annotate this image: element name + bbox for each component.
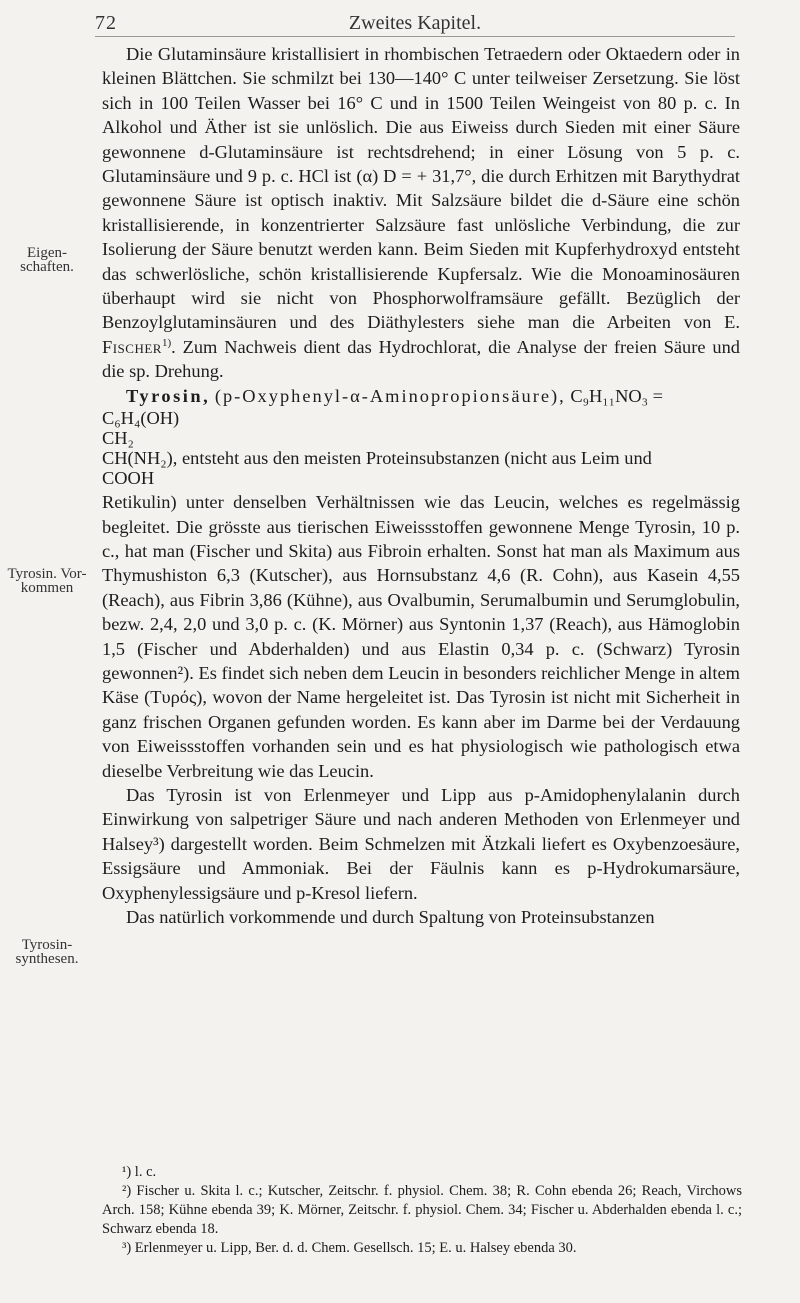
margin-note-synthesen: Tyrosin-synthesen. <box>15 937 79 967</box>
tyrosin-formula: C₉H₁₁NO₃ = <box>570 385 664 406</box>
tyrosin-heading: Tyrosin, <box>126 385 211 406</box>
struct-line-3: CH(NH₂) <box>102 448 173 469</box>
tyrosin-chemical-name: (p-Oxyphenyl-α-Aminopropionsäure), <box>214 385 566 406</box>
page-header <box>95 6 735 37</box>
struct-tail-text: , entsteht aus den meisten Proteinsubstanzen (nicht aus Leim und <box>172 448 652 469</box>
main-text <box>102 42 740 929</box>
p1-end: . Zum Nachweis dient das Hydrochlorat, die Analyse der freien Säure und die sp. Drehung. <box>102 336 740 382</box>
paragraph-continuation: Das natürlich vorkommende und durch Spaltung von Proteinsubstanzen <box>126 907 655 927</box>
footnote-ref-1: 1) <box>161 336 172 349</box>
paragraph-glutaminsaeure <box>102 42 740 384</box>
paragraph-tyrosin-synthesen: Das Tyrosin ist von Erlenmeyer und Lipp aus p-Amidophenylalanin durch Einwirkung von salpetriger Säure und nach anderen Methoden von Erlenmeyer und Halsey³) dargestellt worden. Beim Schmelzen mit Ätzkali liefert es Oxybenzoesäure, Essigsäure und Ammoniak. Bei der Fäulnis kann es p-Hydrokumarsäure, Oxyphenylessigsäure und p-Kresol liefern. <box>102 784 740 903</box>
footnote-1: ¹) l. c. <box>122 1164 157 1180</box>
paragraph-tyrosin-head <box>102 384 740 408</box>
struct-line-2: CH₂ <box>102 428 134 449</box>
paragraph-tyrosin-vorkommen: Retikulin) unter denselben Verhältnissen wie das Leucin, welches es regelmässig begleitet. Die grösste aus tierischen Eiweissstoffen gewonnene Menge Tyrosin, 10 p. c., hat man (Fischer und Skita) aus Fibroin erhalten. Sonst hat man als Maximum aus Thymushiston 6,3 (Kutscher), aus Hornsubstanz 4,6 (R. Cohn), aus Kasein 4,55 (Reach), aus Fibrin 3,86 (Kühne), aus Ovalbumin, Serumalbumin und Serumglobulin, bezw. 2,4, 2,0 und 3,0 p. c. (K. Mörner) aus Syntonin 1,37 (Reach), aus Hämoglobin 1,5 (Fischer und Abderhalden) und aus Elastin 0,34 p. c. (Schwarz) Tyrosin gewonnen²). Es findet sich neben dem Leucin in besonders reichlicher Menge in altem Käse (Τυρός), wovon der Name hergeleitet ist. Das Tyrosin ist nicht mit Sicherheit in ganz frischen Organen gefunden worden. Es kann aber im Darme bei der Verdauung von Eiweissstoffen vorhanden sein und es hat physiologisch wie pathologisch etwa dieselbe Verbreitung wie das Leucin. <box>102 492 740 781</box>
structural-formula <box>102 408 740 488</box>
footnote-2: ²) Fischer u. Skita l. c.; Kutscher, Zeitschr. f. physiol. Chem. 38; R. Cohn ebenda 26; Reach, Virchows Arch. 158; Kühne ebenda 39; K. Mörner, Zeitschr. f. physiol. Chem. 34; Fischer u. Abderhalden ebenda l. c.; Schwarz ebenda 18. <box>102 1183 742 1237</box>
running-title: Zweites Kapitel. <box>348 12 482 34</box>
struct-line-1: C₆H₄(OH) <box>102 408 180 429</box>
footnotes <box>102 1163 742 1258</box>
p1-text: Die Glutaminsäure kristallisiert in rhombischen Tetraedern oder Oktaedern oder in kleinen Blättchen. Sie schmilzt bei 130—140° C unter teilweiser Zersetzung. Sie löst sich in 100 Teilen Wasser bei 16° C und in 1500 Teilen Weingeist von 80 p. c. In Alkohol und Äther ist sie unlöslich. Die aus Eiweiss durch Sieden mit einer Säure gewonnene d-Glutaminsäure ist rechtsdrehend; in einer Lösung von 5 p. c. Glutaminsäure und 9 p. c. HCl ist (α) D = + 31,7°, die durch Erhitzen mit Barythydrat gewonnene Säure ist optisch inaktiv. Mit Salzsäure bildet die d-Säure eine schön kristallisierende, in konzentrierter Salzsäure fast unlösliche Verbindung, die zur Isolierung der Säure benutzt werden kann. Beim Sieden mit Kupferhydroxyd entsteht das schwerlösliche, schön kristallisierende Kupfersalz. Wie die Monoaminosäuren überhaupt wird sie nicht von Phosphorwolframsäure gefällt. Bezüglich der Benzoylglutaminsäuren und des Diäthylesters siehe man die Arbeiten von E. <box>102 44 740 333</box>
margin-note-vorkommen: Tyrosin. Vor-kommen <box>7 566 87 596</box>
footnote-3: ³) Erlenmeyer u. Lipp, Ber. d. d. Chem. Gesellsch. 15; E. u. Halsey ebenda 30. <box>122 1240 577 1256</box>
author-fischer: Fischer <box>102 336 162 357</box>
margin-note-eigenschaften: Eigen-schaften. <box>20 245 74 275</box>
struct-line-4: COOH <box>102 468 155 489</box>
page-number: 72 <box>95 12 117 34</box>
